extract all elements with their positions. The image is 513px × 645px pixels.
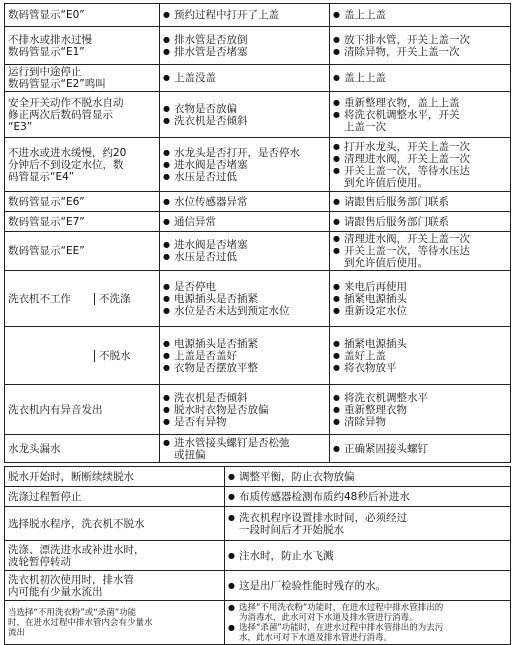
fault-split <box>5 350 159 362</box>
cause-cell <box>160 192 330 212</box>
table-row <box>5 192 511 212</box>
fix-cell <box>330 232 511 271</box>
bullet-item: ● 请跟售后服务部门联系 <box>333 196 507 208</box>
fault-cell <box>5 327 160 385</box>
condition-cell: 脱水开始时，断断续续脱水 <box>5 467 225 487</box>
condition-cell: 选择脱水程序，洗衣机不脱水 <box>5 507 225 541</box>
fix-cell <box>330 27 511 65</box>
bullet-item: ● 选择“不用洗衣粉”功能时，在进水过程中排水管排出的 为消毒水，此水可对下水道及排水管进行消毒。 <box>228 603 507 623</box>
fix-cell <box>330 65 511 92</box>
bullet-item: ● 清理进水阀，开关上盖一次 <box>333 233 507 245</box>
bullet-item: ● 将洗衣机调整水平，开关 上盖一次 <box>333 109 507 133</box>
fix-cell <box>330 212 511 232</box>
fix-cell <box>330 138 511 192</box>
table-row <box>5 487 511 507</box>
fault-cell: 不进水或进水缓慢，约20 分钟后不到设定水位，数 码管显示“E4” <box>5 138 160 192</box>
troubleshooting-table <box>4 3 511 463</box>
bullet-item: ● 排水管是否放倒 <box>163 34 326 46</box>
fault-cell: 安全开关动作不脱水自动 修正两次后数码管显示 “E3” <box>5 92 160 138</box>
fault-cell: 数码管显示“EE” <box>5 232 160 271</box>
bullet-item: ● 盖好上盖 <box>333 350 507 362</box>
fix-cell <box>330 385 511 435</box>
fault-cell <box>5 271 160 327</box>
bullet-item: ● 放下排水管，开关上盖一次 <box>333 34 507 46</box>
cause-cell <box>160 212 330 232</box>
table-row <box>5 4 511 27</box>
bullet-item: ● 选择“杀菌”功能时，在进水过程中排水管排出的为去污 水，此水可对下水道及排水管进行消毒。 <box>228 623 507 643</box>
fault-cell: 数码管显示“E0” <box>5 4 160 27</box>
fault-cell: 数码管显示“E6” <box>5 192 160 212</box>
bullet-item: ● 洗衣机程序设置排水时间，必须经过 一段时间后才开始脱水 <box>228 512 507 536</box>
bullet-item: ● 进水阀是否堵塞 <box>163 159 326 171</box>
bullet-item: ● 上盖没盖 <box>163 72 326 84</box>
fault-cell: 水龙头漏水 <box>5 435 160 463</box>
fix-cell <box>330 271 511 327</box>
bullet-item: ● 重新设定水位 <box>333 305 507 317</box>
bullet-item: ● 水龙头是否打开，是否停水 <box>163 147 326 159</box>
explanation-cell <box>225 487 511 507</box>
bullet-item: ● 清理进水阀，开关上盖一次 <box>333 153 507 165</box>
table-row <box>5 212 511 232</box>
bullet-item: ● 水压是否过低 <box>163 171 326 183</box>
bullet-item: ● 进水管接头螺钉是否松弛 或扭偏 <box>163 437 326 461</box>
cause-cell <box>160 232 330 271</box>
condition-cell: 洗衣机初次使用时，排水管 内可能有少量水流出 <box>5 571 225 601</box>
bullet-item: ● 水压是否过低 <box>163 251 326 263</box>
fault-cell: 数码管显示“E7” <box>5 212 160 232</box>
fault-cell: 不排水或排水过慢 数码管显示“E1” <box>5 27 160 65</box>
bullet-item: ● 将洗衣机调整水平 <box>333 392 507 404</box>
bullet-item: ● 清除异物 <box>333 416 507 428</box>
group-label: 洗衣机不工作 <box>8 292 71 305</box>
fix-cell <box>330 327 511 385</box>
bullet-item: ● 请跟售后服务部门联系 <box>333 216 507 228</box>
bullet-item: ● 调整平衡，防止衣物放偏 <box>228 471 507 483</box>
cause-cell <box>160 92 330 138</box>
table-row <box>5 601 511 645</box>
sub-label: 不脱水 <box>94 350 159 362</box>
bullet-item: ● 这是出厂检验性能时残存的水。 <box>228 580 507 592</box>
bullet-item: ● 排水管是否堵塞 <box>163 46 326 58</box>
normal-phenomena-table <box>4 466 511 645</box>
table-row <box>5 467 511 487</box>
bullet-item: ● 盖上上盖 <box>333 72 507 84</box>
bullet-item: ● 洗衣机是否倾斜 <box>163 392 326 404</box>
bullet-item: ● 正确紧固接头螺钉 <box>333 443 507 455</box>
fix-cell <box>330 435 511 463</box>
fix-cell <box>330 4 511 27</box>
bullet-item: ● 开关上盖一次，等待水压达 到允许值后使用。 <box>333 245 507 269</box>
bullet-item: ● 清除异物，开关上盖一次 <box>333 46 507 58</box>
table-row <box>5 27 511 65</box>
cause-cell <box>160 271 330 327</box>
bullet-item: ● 脱水时衣物是否放偏 <box>163 404 326 416</box>
bullet-item: ● 打开水龙头，开关上盖一次 <box>333 141 507 153</box>
bullet-item: ● 盖上上盖 <box>333 9 507 21</box>
condition-cell: 洗涤过程暂停止 <box>5 487 225 507</box>
condition-cell: 洗涤、漂洗进水或补进水时， 波轮暂停转动 <box>5 541 225 571</box>
fault-cell: 洗衣机内有异音发出 <box>5 385 160 435</box>
fault-cell: 运行到中途停止 数码管显示“E2”鸣叫 <box>5 65 160 92</box>
table-row <box>5 385 511 435</box>
fix-cell <box>330 192 511 212</box>
bullet-item: ● 重新整理衣物 <box>333 404 507 416</box>
explanation-cell <box>225 601 511 645</box>
table-row <box>5 327 511 385</box>
bullet-item: ● 开关上盖一次，等待水压达 到允许值后使用。 <box>333 165 507 189</box>
bullet-item: ● 电源插头是否插紧 <box>163 293 326 305</box>
explanation-cell <box>225 467 511 487</box>
bullet-item: ● 来电后再使用 <box>333 281 507 293</box>
bullet-item: ● 上盖是否盖好 <box>163 350 326 362</box>
cause-cell <box>160 27 330 65</box>
bullet-item: ● 是否停电 <box>163 281 326 293</box>
cause-cell <box>160 65 330 92</box>
table-row <box>5 271 511 327</box>
bullet-item: ● 水位传感器异常 <box>163 196 326 208</box>
bullet-item: ● 水位是否未达到预定水位 <box>163 305 326 317</box>
bullet-item: ● 电源插头是否插紧 <box>163 338 326 350</box>
fix-cell <box>330 92 511 138</box>
bullet-item: ● 布质传感器检测布质约48秒后补进水 <box>228 491 507 503</box>
bullet-item: ● 通信异常 <box>163 216 326 228</box>
bullet-item: ● 将衣物放平 <box>333 362 507 374</box>
explanation-cell <box>225 507 511 541</box>
bullet-item: ● 预约过程中打开了上盖 <box>163 9 326 21</box>
table-row <box>5 92 511 138</box>
explanation-cell <box>225 541 511 571</box>
bullet-item: ● 是否有异物 <box>163 416 326 428</box>
bullet-item: ● 重新整理衣物，盖上上盖 <box>333 97 507 109</box>
cause-cell <box>160 4 330 27</box>
table-row <box>5 541 511 571</box>
cause-cell <box>160 385 330 435</box>
bullet-item: ● 衣物是否放偏 <box>163 103 326 115</box>
bullet-item: ● 插紧电源插头 <box>333 293 507 305</box>
cause-cell <box>160 327 330 385</box>
cause-cell <box>160 138 330 192</box>
bullet-item: ● 进水阀是否堵塞 <box>163 239 326 251</box>
table-row <box>5 65 511 92</box>
table-row <box>5 232 511 271</box>
cause-cell <box>160 435 330 463</box>
table-row <box>5 507 511 541</box>
fault-split <box>5 293 159 305</box>
sub-label: 不洗涤 <box>94 293 159 305</box>
bullet-item: ● 插紧电源插头 <box>333 338 507 350</box>
bullet-item: ● 衣物是否摆放平整 <box>163 362 326 374</box>
explanation-cell <box>225 571 511 601</box>
bullet-item: ● 洗衣机是否倾斜 <box>163 115 326 127</box>
table-row <box>5 435 511 463</box>
table-row <box>5 138 511 192</box>
condition-cell: 当选择“不用洗衣粉”或“杀菌”功能 时，在进水过程中排水管内会有少量水 流出 <box>5 601 225 645</box>
bullet-item: ● 注水时，防止水飞溅 <box>228 550 507 562</box>
table-row <box>5 571 511 601</box>
